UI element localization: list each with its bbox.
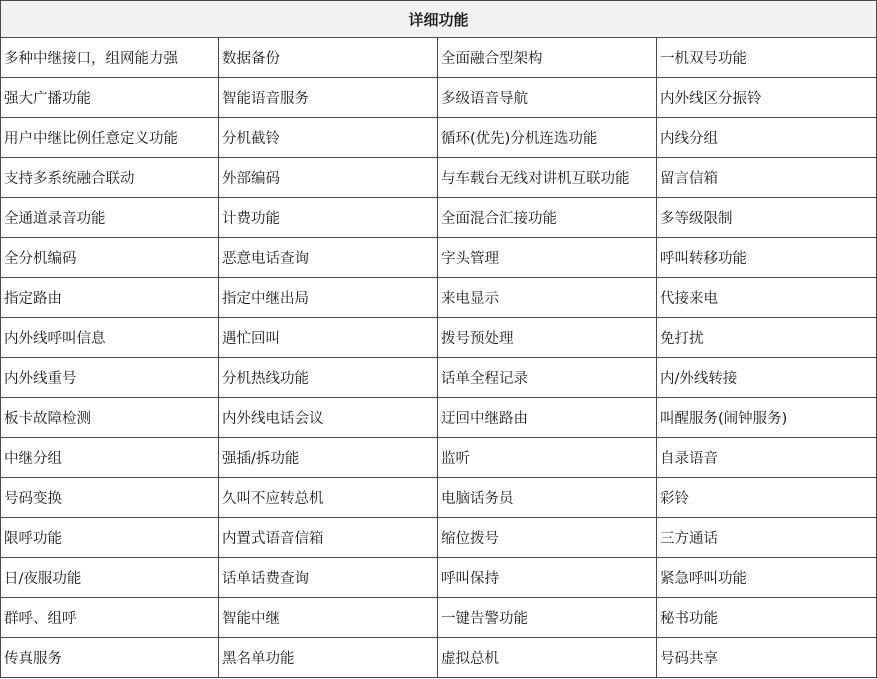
feature-cell: 监听 (438, 438, 657, 478)
table-row (1, 238, 877, 278)
feature-cell: 限呼功能 (1, 518, 219, 558)
feature-cell: 紧急呼叫功能 (657, 558, 877, 598)
feature-cell: 内外线重号 (1, 358, 219, 398)
feature-cell: 呼叫转移功能 (657, 238, 877, 278)
feature-cell: 内外线区分振铃 (657, 78, 877, 118)
feature-cell: 内外线呼叫信息 (1, 318, 219, 358)
feature-cell: 用户中继比例任意定义功能 (1, 118, 219, 158)
feature-cell: 呼叫保持 (438, 558, 657, 598)
feature-cell: 恶意电话查询 (219, 238, 438, 278)
feature-cell: 字头管理 (438, 238, 657, 278)
table-row (1, 38, 877, 78)
feature-cell: 一机双号功能 (657, 38, 877, 78)
feature-cell: 群呼、组呼 (1, 598, 219, 638)
feature-cell: 缩位拨号 (438, 518, 657, 558)
feature-cell: 虚拟总机 (438, 638, 657, 678)
feature-cell: 多级语音导航 (438, 78, 657, 118)
feature-cell: 话单全程记录 (438, 358, 657, 398)
table-row (1, 158, 877, 198)
feature-cell: 强插/拆功能 (219, 438, 438, 478)
table-row (1, 518, 877, 558)
feature-cell: 外部编码 (219, 158, 438, 198)
feature-cell: 计费功能 (219, 198, 438, 238)
feature-cell: 全面融合型架构 (438, 38, 657, 78)
table-row (1, 478, 877, 518)
feature-cell: 指定中继出局 (219, 278, 438, 318)
table-header-row (1, 1, 877, 38)
feature-cell: 号码变换 (1, 478, 219, 518)
feature-cell: 话单话费查询 (219, 558, 438, 598)
feature-cell: 传真服务 (1, 638, 219, 678)
feature-cell: 黑名单功能 (219, 638, 438, 678)
feature-cell: 强大广播功能 (1, 78, 219, 118)
feature-cell: 叫醒服务(闹钟服务) (657, 398, 877, 438)
table-row (1, 278, 877, 318)
table-row (1, 558, 877, 598)
feature-cell: 支持多系统融合联动 (1, 158, 219, 198)
feature-cell: 智能语音服务 (219, 78, 438, 118)
feature-cell: 一键告警功能 (438, 598, 657, 638)
table-row (1, 318, 877, 358)
feature-cell: 拨号预处理 (438, 318, 657, 358)
feature-cell: 指定路由 (1, 278, 219, 318)
table-row (1, 78, 877, 118)
feature-cell: 智能中继 (219, 598, 438, 638)
table-row (1, 438, 877, 478)
feature-cell: 全分机编码 (1, 238, 219, 278)
table-row (1, 358, 877, 398)
feature-cell: 久叫不应转总机 (219, 478, 438, 518)
feature-cell: 内置式语音信箱 (219, 518, 438, 558)
table-row (1, 398, 877, 438)
feature-cell: 内外线电话会议 (219, 398, 438, 438)
feature-cell: 代接来电 (657, 278, 877, 318)
feature-cell: 分机截铃 (219, 118, 438, 158)
feature-cell: 中继分组 (1, 438, 219, 478)
feature-cell: 自录语音 (657, 438, 877, 478)
feature-cell: 三方通话 (657, 518, 877, 558)
feature-cell: 内/外线转接 (657, 358, 877, 398)
feature-cell: 循环(优先)分机连选功能 (438, 118, 657, 158)
feature-cell: 全通道录音功能 (1, 198, 219, 238)
feature-cell: 内线分组 (657, 118, 877, 158)
feature-cell: 数据备份 (219, 38, 438, 78)
feature-cell: 免打扰 (657, 318, 877, 358)
feature-cell: 秘书功能 (657, 598, 877, 638)
table-row (1, 198, 877, 238)
feature-cell: 多等级限制 (657, 198, 877, 238)
feature-cell: 日/夜服功能 (1, 558, 219, 598)
table-row (1, 118, 877, 158)
table-row (1, 638, 877, 678)
feature-cell: 分机热线功能 (219, 358, 438, 398)
feature-cell: 号码共享 (657, 638, 877, 678)
table-row (1, 598, 877, 638)
feature-cell: 与车载台无线对讲机互联功能 (438, 158, 657, 198)
feature-cell: 来电显示 (438, 278, 657, 318)
feature-cell: 迂回中继路由 (438, 398, 657, 438)
feature-cell: 遇忙回叫 (219, 318, 438, 358)
feature-cell: 板卡故障检测 (1, 398, 219, 438)
feature-cell: 多种中继接口，组网能力强 (1, 38, 219, 78)
feature-cell: 电脑话务员 (438, 478, 657, 518)
feature-cell: 留言信箱 (657, 158, 877, 198)
feature-cell: 全面混合汇接功能 (438, 198, 657, 238)
table-title: 详细功能 (1, 1, 877, 38)
feature-cell: 彩铃 (657, 478, 877, 518)
